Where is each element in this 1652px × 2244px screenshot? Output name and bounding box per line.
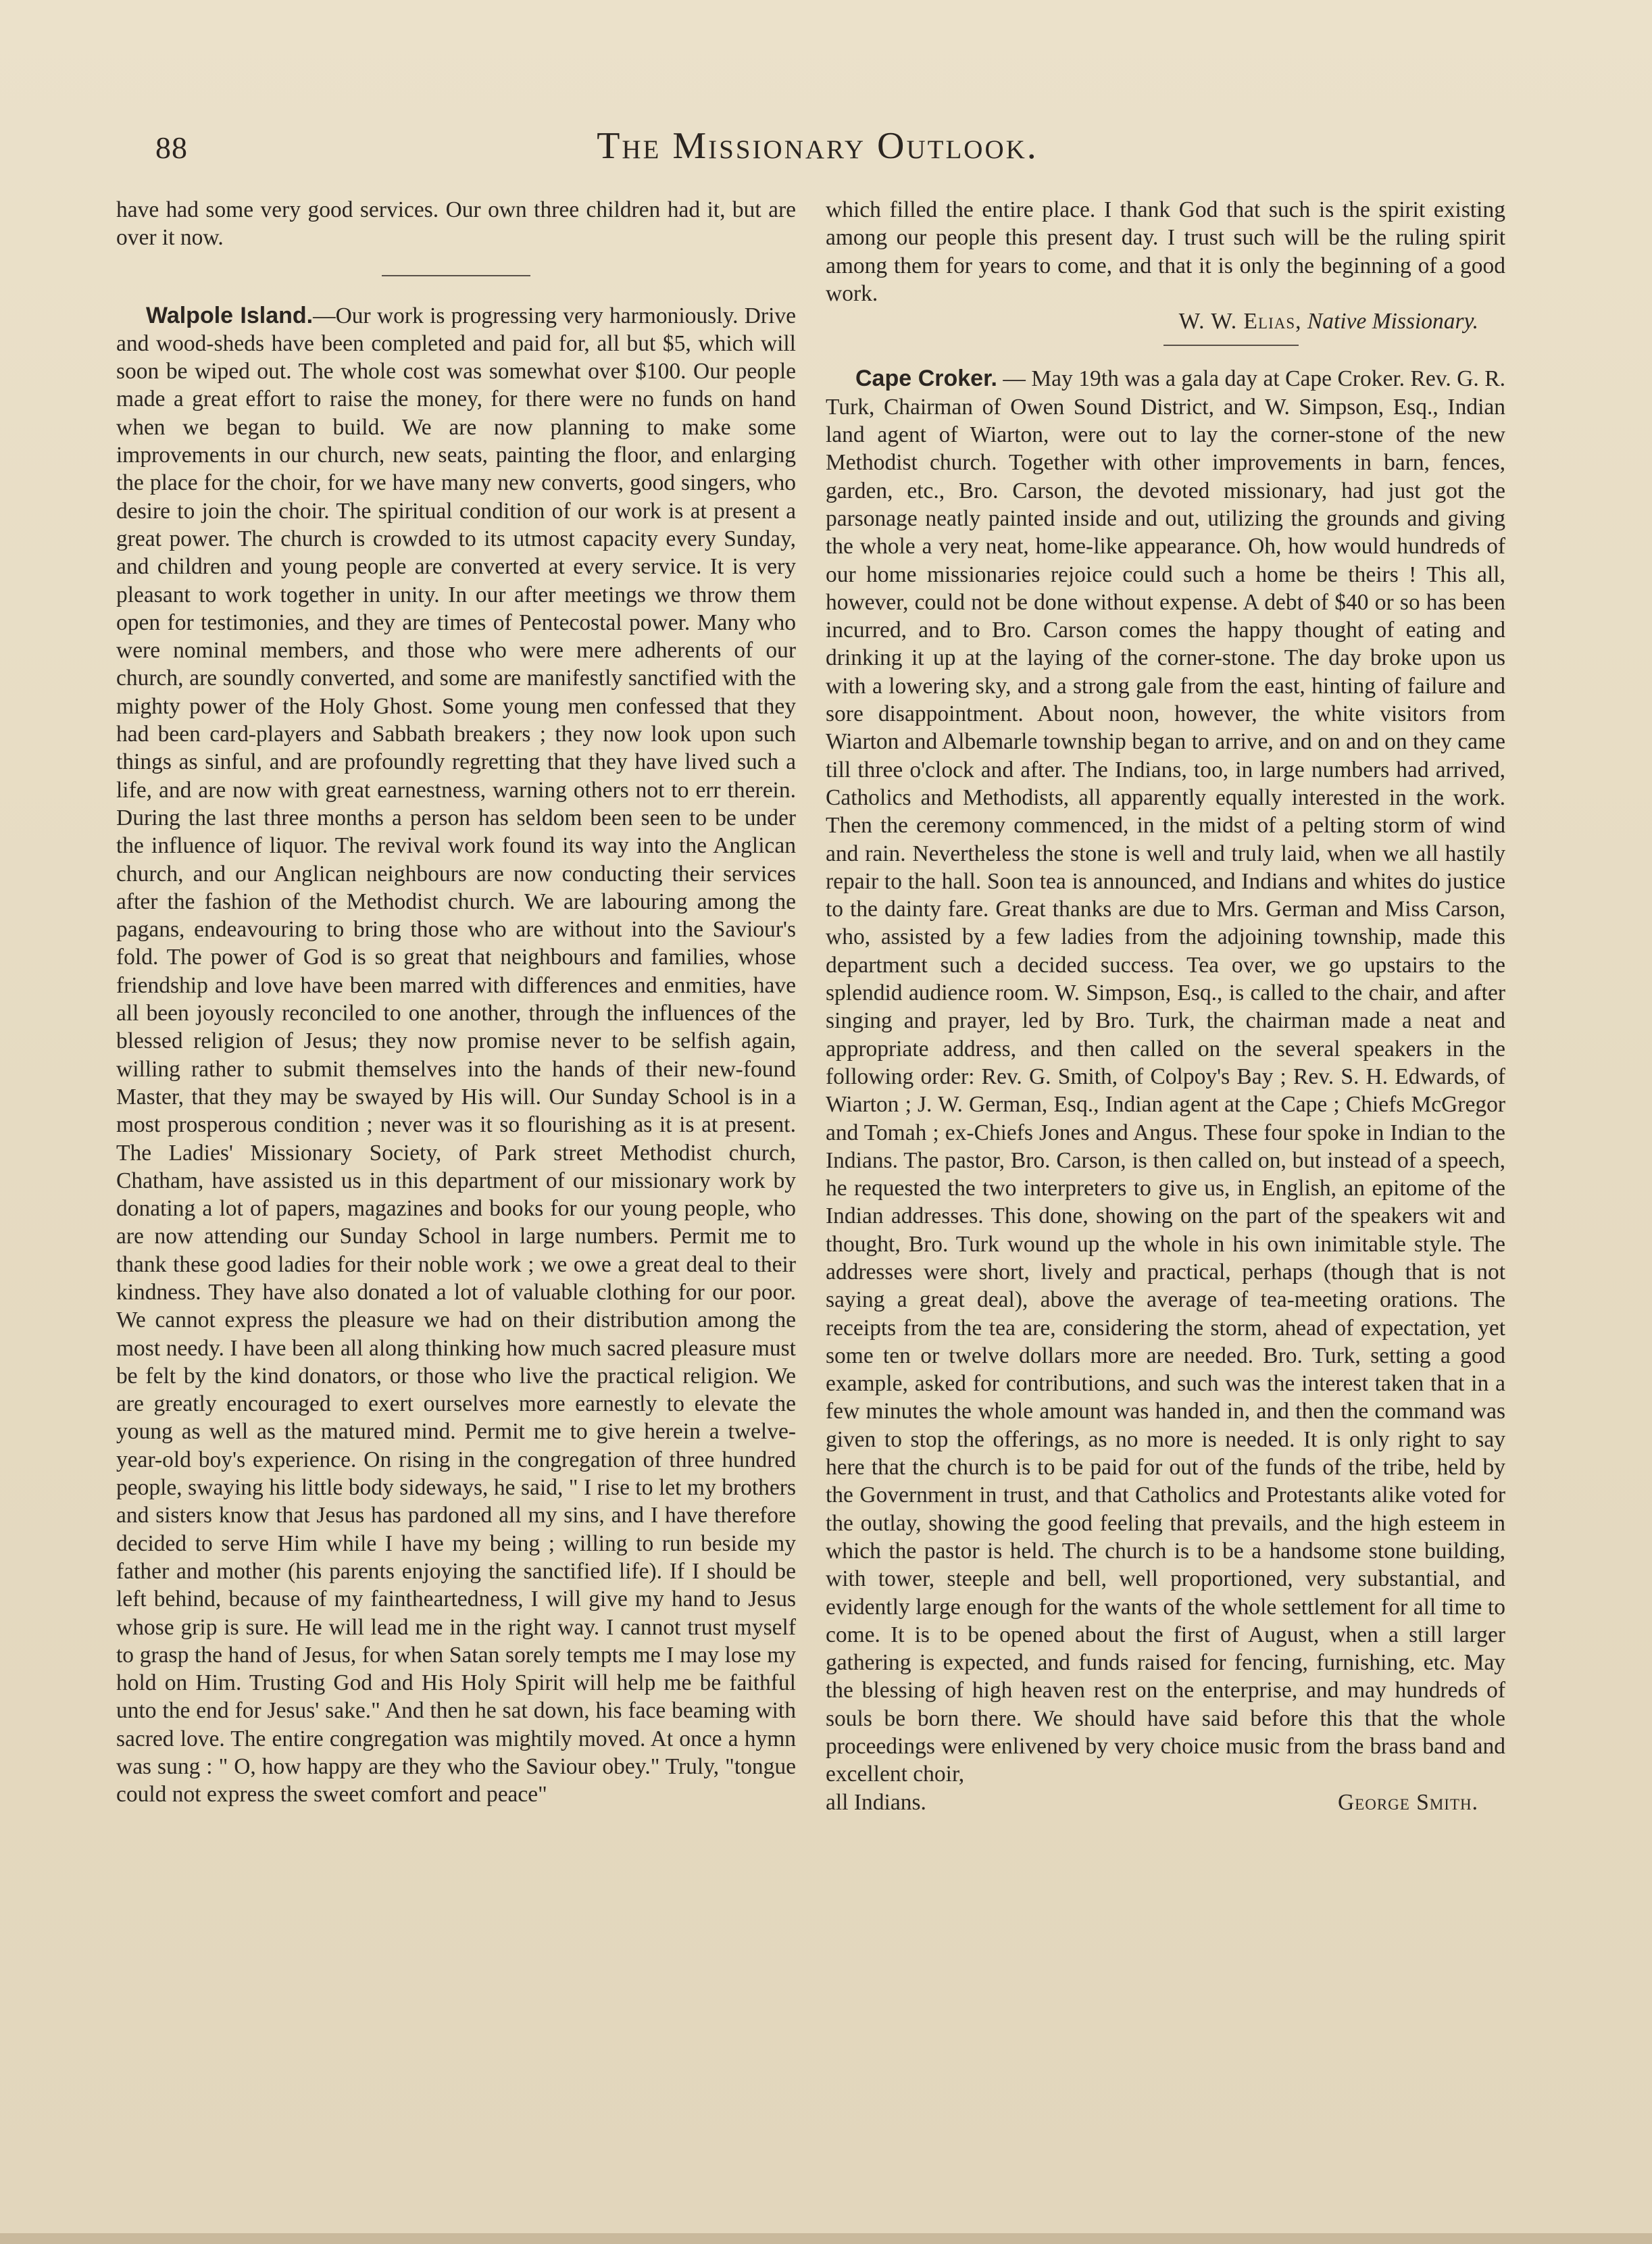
left-column [116,196,796,1809]
closing-text: all Indians. [826,1789,926,1815]
section-divider [382,275,530,276]
page-edge [0,2233,1652,2244]
smith-signature: George Smith. [1337,1789,1478,1815]
continuation-paragraph: which filled the entire place. I thank God that such is the spirit existing among our people this present day. I trust such will be the ruling spirit among them for years to come, and that it is only the beginning of a good work. [826,197,1505,306]
section-divider [1163,345,1299,346]
closing-line [826,1789,1505,1816]
page-header [115,125,1520,184]
cape-croker-heading: Cape Croker. [855,366,997,392]
running-title: The Missionary Outlook. [597,125,1038,167]
intro-paragraph: have had some very good services. Our own three children had it, but are over it now. [116,197,796,251]
page-number: 88 [155,130,188,165]
walpole-island-article [116,302,796,1809]
walpole-island-heading: Walpole Island. [146,302,314,328]
cape-croker-body: — May 19th was a gala day at Cape Croker. Rev. G. R. Turk, Chairman of Owen Sound District, and W. Simpson, Esq., Indian land agent of Wiarton, were out to lay the corner-stone of the new Methodist church. Together with other improvements in barn, fences, garden, etc., Bro. Carson, the devoted missionary, had just got the parsonage neatly painted inside and out, utilizing the grounds and giving the whole a very neat, home-like appearance. Oh, how would hundreds of our home missionaries rejoice could such a home be theirs ! This all, however, could not be done without expense. A debt of $40 or so has been incurred, and to Bro. Carson comes the happy thought of eating and drinking it up at the laying of the corner-stone. The day broke upon us with a lowering sky, and a strong gale from the east, hinting of failure and sore disappointment. About noon, however, the white visitors from Wiarton and Albemarle township began to arrive, and on and on they came till three o'clock and after. The Indians, too, in large numbers had arrived, Catholics and Methodists, all apparently equally interested in the work. Then the ceremony commenced, in the midst of a pelting storm of wind and rain. Nevertheless the stone is well and truly laid, when we all hastily repair to the hall. Soon tea is announced, and Indians and whites do justice to the dainty fare. Great thanks are due to Mrs. German and Miss Carson, who, assisted by a few ladies from the adjoining township, made this department such a decided success. Tea over, we go upstairs to the splendid audience room. W. Simpson, Esq., is called to the chair, and after singing and prayer, led by Bro. Turk, the chairman made a neat and appropriate address, and then called on the several speakers in the following order: Rev. G. Smith, of Colpoy's Bay ; Rev. S. H. Edwards, of Wiarton ; J. W. German, Esq., Indian agent at the Cape ; Chiefs McGregor and Tomah ; ex-Chiefs Jones and Angus. These four spoke in Indian to the Indians. The pastor, Bro. Carson, is then called on, but instead of a speech, he requested the two interpreters to give us, in English, an epitome of the Indian addresses. This done, showing on the part of the speakers wit and thought, Bro. Turk wound up the whole in his own inimitable style. The addresses were short, lively and practical, perhaps (though that is not saying a great deal), above the average of tea-meeting orations. The receipts from the tea are, considering the storm, ahead of expectation, yet some ten or twelve dollars more are needed. Bro. Turk, setting a good example, asked for contributions, and such was the interest taken that in a few minutes the whole amount was handed in, and then the command was given to stop the offerings, as no more is needed. It is only right to say here that the church is to be paid for out of the funds of the tribe, held by the Government in trust, and that Catholics and Protestants alike voted for the outlay, showing the good feeling that prevails, and the high esteem in which the pastor is held. The church is to be a handsome stone building, with tower, steeple and bell, well proportioned, very substantial, and evidently large enough for the wants of the whole settlement for all time to come. It is to be opened about the first of August, when a still larger gathering is expected, and funds raised for fencing, furnishing, etc. May the blessing of high heaven rest on the enterprise, and may hundreds of souls be born there. We should have said before this that the whole proceedings were enlivened by very choice music from the brass band and excellent choir, [826,366,1505,1787]
cape-croker-article [826,365,1505,1788]
elias-signature [826,307,1505,335]
right-column [826,196,1505,1816]
signature-name: W. W. Elias, [1178,309,1302,334]
walpole-island-body: —Our work is progressing very harmoniously. Drive and wood-sheds have been completed and paid for, all but $5, which will soon be wiped out. The whole cost was somewhat over $100. Our people made a great effort to raise the money, for there were no funds on hand when we began to build. We are now planning to make some improvements in our church, new seats, painting the floor, and enlarging the place for the choir, for we have many new converts, good singers, who desire to join the choir. The spiritual condition of our work is at present a great power. The church is crowded to its utmost capacity every Sunday, and children and young people are converted at every service. It is very pleasant to work together in unity. In our after meetings we throw them open for testimonies, and they are times of Pentecostal power. Many who were nominal members, and those who were mere adherents of our church, are soundly converted, and some are manifestly sanctified with the mighty power of the Holy Ghost. Some young men confessed that they had been card-players and Sabbath breakers ; they now look upon such things as sinful, and are profoundly regretting that they have lived such a life, and are now with great earnestness, warning others not to err therein. During the last three months a person has seldom been seen to be under the influence of liquor. The revival work found its way into the Anglican church, and our Anglican neighbours are now conducting their services after the fashion of the Methodist church. We are labouring among the pagans, endeavouring to bring those who are without into the Saviour's fold. The power of God is so great that neighbours and families, whose friendship and love have been marred with differences and enmities, have all been joyously reconciled to one another, through the influences of the blessed religion of Jesus; they now promise never to be selfish again, willing rather to submit themselves into the hands of their new-found Master, that they may be swayed by His will. Our Sunday School is in a most prosperous condition ; never was it so flourishing as it is at present. The Ladies' Missionary Society, of Park street Methodist church, Chatham, have assisted us in this department of our missionary work by donating a lot of papers, magazines and books for our young people, who are now attending our Sunday School in large numbers. Permit me to thank these good ladies for their noble work ; we owe a great deal to their kindness. They have also donated a lot of valuable clothing for our poor. We cannot express the pleasure we had on their distribution among the most needy. I have been all along thinking how much sacred pleasure must be felt by the kind donators, or those who live the practical religion. We are greatly encouraged to exert ourselves more earnestly to elevate the young as well as the matured mind. Permit me to give herein a twelve-year-old boy's experience. On rising in the congregation of three hundred people, swaying his little body sideways, he said, " I rise to let my brothers and sisters know that Jesus has pardoned all my sins, and I have therefore decided to serve Him while I have my being ; willing to run beside my father and mother (his parents enjoying the sanctified life). If I should be left behind, because of my faintheartedness, I will give my hand to Jesus whose grip is sure. He will lead me in the right way. I cannot trust myself to grasp the hand of Jesus, for when Satan sorely tempts me I may lose my hold on Him. Trusting God and His Holy Spirit will help me be faithful unto the end for Jesus' sake." And then he sat down, his face beaming with sacred love. The entire congregation was mightily moved. At once a hymn was sung : " O, how happy are they who the Saviour obey." Truly, "tongue could not express the sweet comfort and peace" [116,303,796,1807]
signature-title: Native Missionary. [1307,309,1478,334]
